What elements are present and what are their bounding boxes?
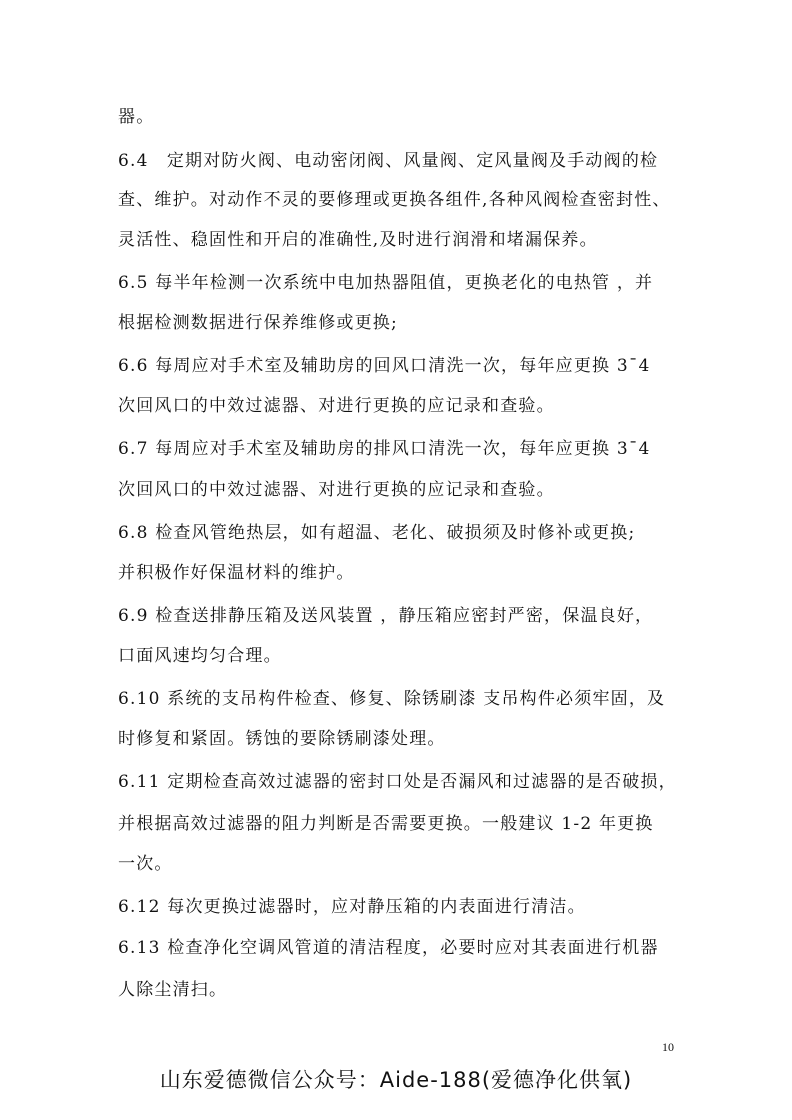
- text-line: 6.8 检查风管绝热层，如有超温、老化、破损须及时修补或更换;: [118, 523, 636, 543]
- text-line: 灵活性、稳固性和开启的准确性,及时进行润滑和堵漏保养。: [118, 230, 598, 250]
- text-line: 并根据高效过滤器的阻力判断是否需要更换。一般建议 1-2 年更换: [118, 814, 654, 834]
- text-line: 6.7 每周应对手术室及辅助房的排风口清洗一次，每年应更换 3¯4: [118, 439, 651, 459]
- text-line: 时修复和紧固。锈蚀的要除锈刷漆处理。: [118, 729, 446, 749]
- page-number: 10: [662, 1040, 674, 1054]
- text-line: 6.12 每次更换过滤器时，应对静压箱的内表面进行清洁。: [118, 897, 586, 917]
- text-line: 6.10 系统的支吊构件检查、修复、除锈刷漆 支吊构件必须牢固，及: [118, 689, 666, 709]
- text-line: 6.6 每周应对手术室及辅助房的回风口清洗一次，每年应更换 3¯4: [118, 356, 651, 376]
- text-line: 口面风速均匀合理。: [118, 646, 282, 666]
- text-line: 6.9 检查送排静压箱及送风装置 ，静压箱应密封严密，保温良好，: [118, 606, 654, 626]
- text-line: 6.5 每半年检测一次系统中电加热器阻值，更换老化的电热管 ，并: [118, 273, 654, 293]
- text-line: 根据检测数据进行保养维修或更换;: [118, 313, 398, 333]
- text-line: 次回风口的中效过滤器、对进行更换的应记录和查验。: [118, 480, 555, 500]
- text-line: 6.11 定期检查高效过滤器的密封口处是否漏风和过滤器的是否破损，: [118, 772, 677, 792]
- text-line: 6.13 检查净化空调风管道的清洁程度，必要时应对其表面进行机器: [118, 938, 659, 958]
- text-line: 次回风口的中效过滤器、对进行更换的应记录和查验。: [118, 396, 555, 416]
- text-line: 6.4 定期对防火阀、电动密闭阀、风量阀、定风量阀及手动阀的检: [118, 151, 659, 171]
- text-line: 查、维护。对动作不灵的要修理或更换各组件,各种风阀检查密封性、: [118, 190, 671, 210]
- text-line: 器。: [118, 107, 155, 127]
- text-line: 一次。: [118, 854, 173, 874]
- text-line: 人除尘清扫。: [118, 980, 228, 1000]
- text-line: 并积极作好保温材料的维护。: [118, 563, 355, 583]
- footer-watermark: 山东爱德微信公众号：Aide-188(爱德净化供氧): [159, 1068, 633, 1092]
